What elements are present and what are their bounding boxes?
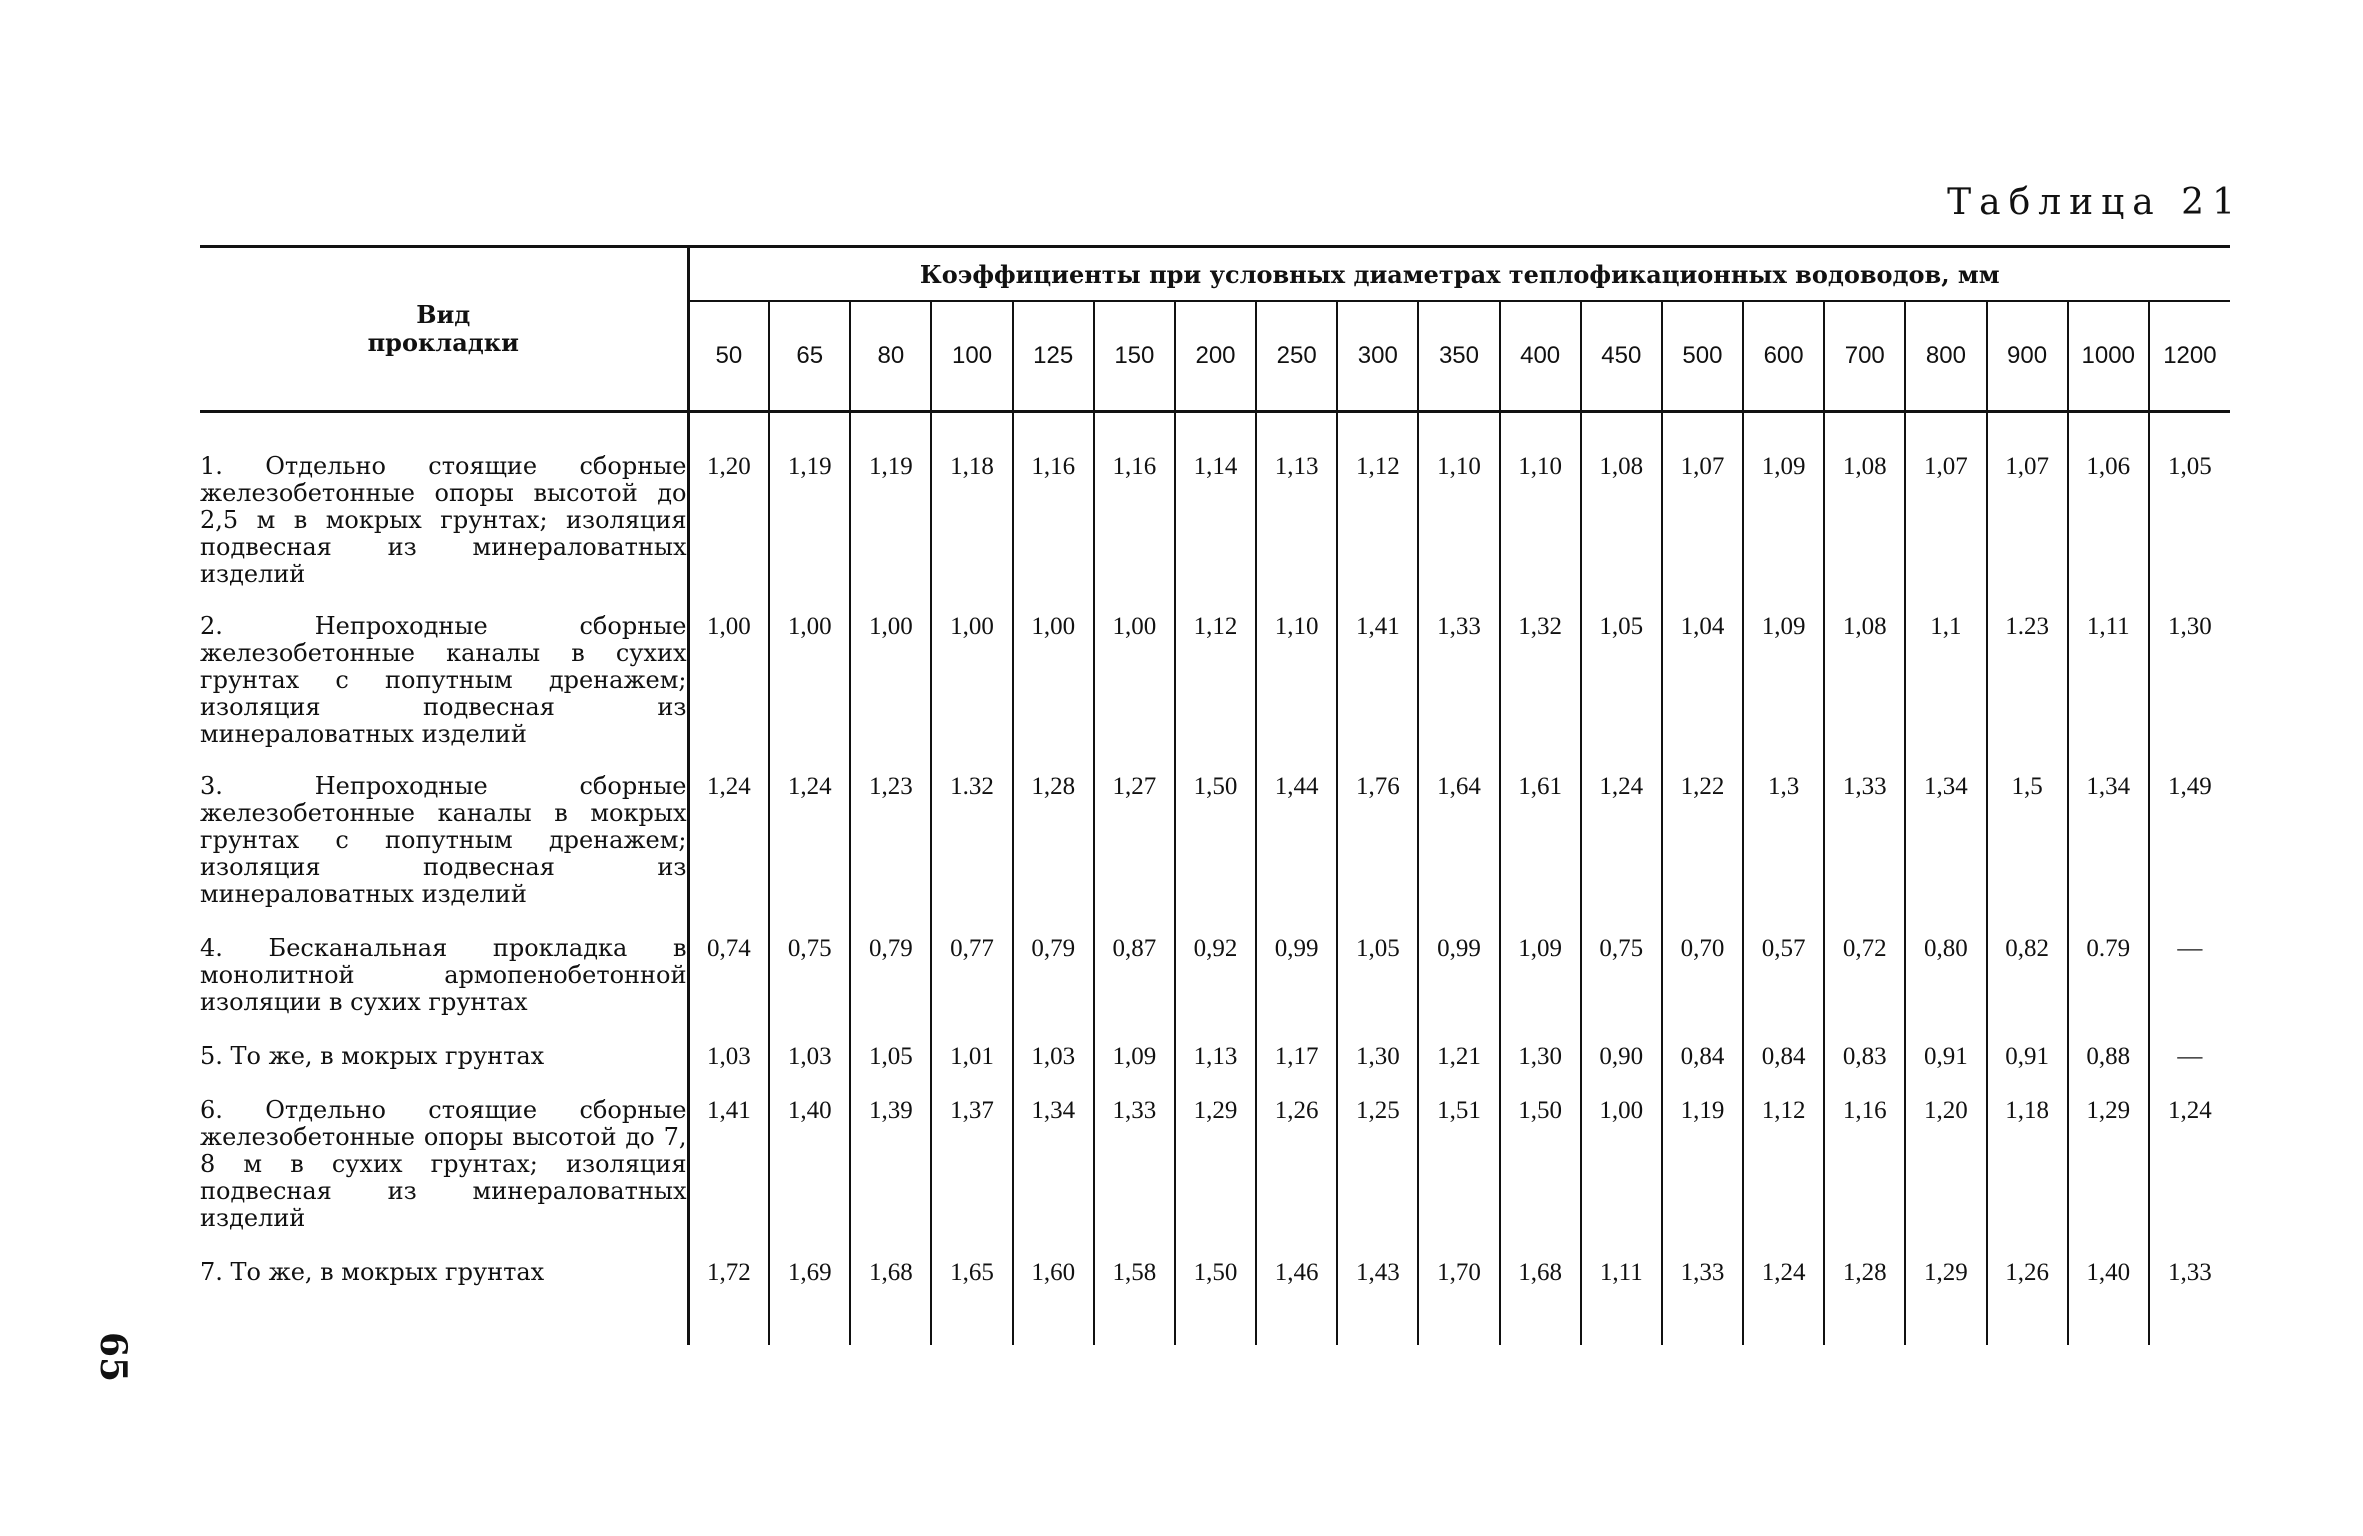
header-diameter: 100 — [931, 301, 1012, 412]
coefficient-cell: 0.79 — [2068, 935, 2149, 1043]
coefficient-cell: 1,50 — [1500, 1097, 1581, 1259]
coefficient-cell: 0,84 — [1662, 1043, 1743, 1097]
coefficient-cell: 1,32 — [1500, 613, 1581, 773]
header-coefficients: Коэффициенты при условных диаметрах теплофикационных водоводов, мм — [688, 247, 2230, 302]
row-label: 7. То же, в мокрых грунтах — [200, 1259, 688, 1345]
coefficient-cell: 1,24 — [1581, 773, 1662, 935]
spacer-cell — [850, 412, 931, 454]
coefficient-cell: 1,04 — [1662, 613, 1743, 773]
coefficient-cell: 1,68 — [850, 1259, 931, 1345]
spacer-cell — [1824, 412, 1905, 454]
header-vid-line2: прокладки — [367, 328, 519, 357]
coefficient-cell: 1,39 — [850, 1097, 931, 1259]
coefficient-cell: 1,30 — [1337, 1043, 1418, 1097]
coefficient-cell: 1,22 — [1662, 773, 1743, 935]
coefficient-cell: 1,16 — [1013, 453, 1094, 613]
coefficient-cell: 1,19 — [850, 453, 931, 613]
spacer-cell — [2149, 412, 2230, 454]
coefficient-cell: 1,09 — [1094, 1043, 1175, 1097]
coefficient-cell: 0,99 — [1418, 935, 1499, 1043]
header-diameter: 300 — [1337, 301, 1418, 412]
header-diameter: 1000 — [2068, 301, 2149, 412]
coefficient-cell: 1,33 — [1662, 1259, 1743, 1345]
coefficient-cell: 1,37 — [931, 1097, 1012, 1259]
coefficient-cell: 1,51 — [1418, 1097, 1499, 1259]
coefficient-cell: 0,88 — [2068, 1043, 2149, 1097]
spacer-cell — [2068, 412, 2149, 454]
coefficient-cell: 1,05 — [2168, 453, 2212, 480]
coefficient-cell: 1.32 — [931, 773, 1012, 935]
table-row — [200, 1043, 2230, 1097]
coefficient-cell: 1,5 — [1987, 773, 2068, 935]
coefficient-cell: 1,58 — [1094, 1259, 1175, 1345]
spacer-cell — [1662, 412, 1743, 454]
coefficient-cell: 1,10 — [1418, 453, 1499, 613]
coefficient-cell: 1,46 — [1256, 1259, 1337, 1345]
coefficient-cell: 1,11 — [1581, 1259, 1662, 1345]
coefficient-cell: 1,13 — [1175, 1043, 1256, 1097]
coefficient-cell: 1,13 — [1256, 453, 1337, 613]
table-row — [200, 1259, 2230, 1345]
spacer-cell — [1175, 412, 1256, 454]
coefficient-cell: 0,82 — [1987, 935, 2068, 1043]
coefficient-cell: 0,83 — [1824, 1043, 1905, 1097]
coefficient-cell: — — [2177, 935, 2203, 962]
coefficient-cell: 0,84 — [1743, 1043, 1824, 1097]
coefficient-cell: 1,00 — [1094, 613, 1175, 773]
coefficient-cell: 1,17 — [1256, 1043, 1337, 1097]
coefficient-cell: 1,33 — [1824, 773, 1905, 935]
coefficient-cell: 1,18 — [931, 453, 1012, 613]
coefficient-cell: 1,11 — [2068, 613, 2149, 773]
coefficient-cell: 1,18 — [1987, 1097, 2068, 1259]
coefficient-cell: 1,16 — [1824, 1097, 1905, 1259]
coefficient-cell: 1,30 — [1500, 1043, 1581, 1097]
coefficient-cell: 1,61 — [1500, 773, 1581, 935]
coefficient-cell: 1.23 — [1987, 613, 2068, 773]
coefficient-cell: 1,05 — [850, 1043, 931, 1097]
coefficient-cell: 1,28 — [1824, 1259, 1905, 1345]
row-label: 3. Непроходные сборные железобетонные каналы в мокрых грунтах с попутным дренажем; изоляция подвесная из минераловатных изделий — [200, 773, 688, 935]
coefficient-cell: 1,65 — [931, 1259, 1012, 1345]
coefficient-cell: 1,10 — [1500, 453, 1581, 613]
coefficient-cell: 0,75 — [1581, 935, 1662, 1043]
table-row — [200, 935, 2230, 1043]
coefficient-cell: 1,00 — [1013, 613, 1094, 773]
coefficient-cell: 0,79 — [1013, 935, 1094, 1043]
header-diameter: 900 — [1987, 301, 2068, 412]
table-row — [200, 1097, 2230, 1259]
coefficient-cell: 1,03 — [688, 1043, 769, 1097]
coefficient-cell: 1,09 — [1500, 935, 1581, 1043]
coefficient-cell: 1,1 — [1905, 613, 1986, 773]
coefficient-cell: 1,24 — [769, 773, 850, 935]
coefficient-cell: 1,05 — [1581, 613, 1662, 773]
coefficient-cell: 1,33 — [1418, 613, 1499, 773]
spacer-cell — [688, 412, 769, 454]
coefficient-cell: 0,77 — [931, 935, 1012, 1043]
coefficient-cell: 0,91 — [1987, 1043, 2068, 1097]
coefficient-cell: 1,27 — [1094, 773, 1175, 935]
coefficient-cell: 0,57 — [1743, 935, 1824, 1043]
coefficient-cell: 1,69 — [769, 1259, 850, 1345]
coefficient-cell: 1,20 — [1905, 1097, 1986, 1259]
coefficient-cell: 1,24 — [688, 773, 769, 935]
table-row — [200, 453, 2230, 613]
coefficient-cell: 0,90 — [1581, 1043, 1662, 1097]
header-diameter: 700 — [1824, 301, 1905, 412]
table-row — [200, 773, 2230, 935]
coefficient-cell: 1,68 — [1500, 1259, 1581, 1345]
coefficient-cell: 1,09 — [1743, 613, 1824, 773]
header-diameter: 500 — [1662, 301, 1743, 412]
coefficient-cell: 1,26 — [1987, 1259, 2068, 1345]
header-vid-prokladki — [200, 247, 688, 412]
header-diameter: 250 — [1256, 301, 1337, 412]
header-diameter: 65 — [769, 301, 850, 412]
spacer-cell — [1987, 412, 2068, 454]
coefficient-cell: 0,70 — [1662, 935, 1743, 1043]
row-label: 5. То же, в мокрых грунтах — [200, 1043, 688, 1097]
header-diameter: 800 — [1905, 301, 1986, 412]
header-diameter: 600 — [1743, 301, 1824, 412]
coefficient-cell: 1,34 — [1905, 773, 1986, 935]
spacer-cell — [1337, 412, 1418, 454]
coefficient-cell: 1,50 — [1175, 1259, 1256, 1345]
coefficient-cell: 0,91 — [1905, 1043, 1986, 1097]
spacer-cell — [1418, 412, 1499, 454]
coefficient-cell: 1,34 — [1013, 1097, 1094, 1259]
coefficient-cell: 1,23 — [850, 773, 931, 935]
coefficient-cell: 1,40 — [769, 1097, 850, 1259]
coefficient-cell: 0,87 — [1094, 935, 1175, 1043]
spacer-cell — [1013, 412, 1094, 454]
coefficient-cell: 1,07 — [1987, 453, 2068, 613]
coefficient-cell: 1,14 — [1175, 453, 1256, 613]
coefficient-cell: 1,08 — [1824, 453, 1905, 613]
coefficient-cell: 0,99 — [1256, 935, 1337, 1043]
coefficient-cell: 0,72 — [1824, 935, 1905, 1043]
coefficient-cell: 1,34 — [2068, 773, 2149, 935]
spacer-cell — [1500, 412, 1581, 454]
coefficient-cell: 0,79 — [850, 935, 931, 1043]
coefficient-cell: 1,07 — [1662, 453, 1743, 613]
coefficient-cell: 1,08 — [1581, 453, 1662, 613]
coefficient-cell: 1,24 — [2168, 1097, 2212, 1124]
header-diameter: 400 — [1500, 301, 1581, 412]
header-diameter: 350 — [1418, 301, 1499, 412]
header-diameter: 450 — [1581, 301, 1662, 412]
row-label: 4. Бесканальная прокладка в монолитной армопенобетонной изоляции в сухих грунтах — [200, 935, 688, 1043]
coefficient-cell: 1,08 — [1824, 613, 1905, 773]
header-diameter: 150 — [1094, 301, 1175, 412]
coefficient-cell: 1,00 — [688, 613, 769, 773]
coefficient-cell: 1,12 — [1175, 613, 1256, 773]
table-title: Таблица 21 — [1947, 182, 2243, 223]
coefficient-cell: 1,26 — [1256, 1097, 1337, 1259]
coefficient-cell: 1,30 — [2168, 613, 2212, 640]
coefficient-cell: 1,33 — [2168, 1259, 2212, 1286]
coefficient-cell: 1,21 — [1418, 1043, 1499, 1097]
coefficient-cell: 1,76 — [1337, 773, 1418, 935]
coefficient-cell: 1,29 — [2068, 1097, 2149, 1259]
coefficient-cell: 1,03 — [769, 1043, 850, 1097]
coefficient-cell: 1,03 — [1013, 1043, 1094, 1097]
coefficient-cell: 1,43 — [1337, 1259, 1418, 1345]
coefficient-cell: 1,19 — [1662, 1097, 1743, 1259]
coefficient-cell: 1,49 — [2168, 773, 2212, 800]
header-diameter: 80 — [850, 301, 931, 412]
coefficient-cell: 1,28 — [1013, 773, 1094, 935]
spacer-cell — [1581, 412, 1662, 454]
spacer-cell — [1905, 412, 1986, 454]
coefficient-cell: 1,29 — [1175, 1097, 1256, 1259]
coefficient-cell: 1,29 — [1905, 1259, 1986, 1345]
coefficient-cell: 1,07 — [1905, 453, 1986, 613]
coefficient-cell: 1,01 — [931, 1043, 1012, 1097]
coefficient-cell: 1,06 — [2068, 453, 2149, 613]
coefficient-cell: 1,19 — [769, 453, 850, 613]
coefficient-cell: 0,75 — [769, 935, 850, 1043]
row-label: 2. Непроходные сборные железобетонные каналы в сухих грунтах с попутным дренажем; изоляция подвесная из минераловатных изделий — [200, 613, 688, 773]
spacer-cell — [769, 412, 850, 454]
header-diameter: 50 — [688, 301, 769, 412]
coefficient-cell: 1,60 — [1013, 1259, 1094, 1345]
table-row — [200, 613, 2230, 773]
coefficient-cell: 1,00 — [1581, 1097, 1662, 1259]
coefficient-cell: — — [2177, 1043, 2203, 1070]
header-diameter: 200 — [1175, 301, 1256, 412]
header-vid-line1: Вид — [416, 300, 471, 329]
header-diameter: 1200 — [2149, 301, 2230, 412]
coefficient-cell: 1,12 — [1337, 453, 1418, 613]
coefficient-cell: 1,00 — [850, 613, 931, 773]
coefficient-cell: 1,72 — [688, 1259, 769, 1345]
coefficient-cell: 1,00 — [931, 613, 1012, 773]
coefficients-table — [200, 245, 2230, 1345]
coefficient-cell: 1,09 — [1743, 453, 1824, 613]
coefficient-cell: 1,64 — [1418, 773, 1499, 935]
coefficient-cell: 1,05 — [1337, 935, 1418, 1043]
coefficient-cell: 1,12 — [1743, 1097, 1824, 1259]
coefficient-cell: 1,50 — [1175, 773, 1256, 935]
coefficient-cell: 1,20 — [688, 453, 769, 613]
spacer-cell — [1256, 412, 1337, 454]
coefficient-cell: 1,16 — [1094, 453, 1175, 613]
coefficient-cell: 1,33 — [1094, 1097, 1175, 1259]
header-diameter: 125 — [1013, 301, 1094, 412]
coefficient-cell: 1,40 — [2068, 1259, 2149, 1345]
coefficient-cell: 1,3 — [1743, 773, 1824, 935]
spacer-cell — [1743, 412, 1824, 454]
coefficient-cell: 1,25 — [1337, 1097, 1418, 1259]
page-number: 65 — [92, 1332, 134, 1383]
coefficient-cell: 1,44 — [1256, 773, 1337, 935]
coefficient-cell: 0,92 — [1175, 935, 1256, 1043]
spacer-cell — [1094, 412, 1175, 454]
coefficient-cell: 0,80 — [1905, 935, 1986, 1043]
coefficient-cell: 1,24 — [1743, 1259, 1824, 1345]
row-label: 6. Отдельно стоящие сборные железобетонные опоры высотой до 7, 8 м в сухих грунтах; изоляция подвесная из минераловатных изделий — [200, 1097, 688, 1259]
coefficient-cell: 1,10 — [1256, 613, 1337, 773]
row-label: 1. Отдельно стоящие сборные железобетонные опоры высотой до 2,5 м в мокрых грунтах; изоляция подвесная из минераловатных изделий — [200, 453, 688, 613]
coefficient-cell: 1,70 — [1418, 1259, 1499, 1345]
coefficient-cell: 1,41 — [1337, 613, 1418, 773]
coefficient-cell: 1,00 — [769, 613, 850, 773]
spacer-cell — [200, 412, 688, 454]
spacer-cell — [931, 412, 1012, 454]
coefficient-cell: 0,74 — [688, 935, 769, 1043]
coefficient-cell: 1,41 — [688, 1097, 769, 1259]
